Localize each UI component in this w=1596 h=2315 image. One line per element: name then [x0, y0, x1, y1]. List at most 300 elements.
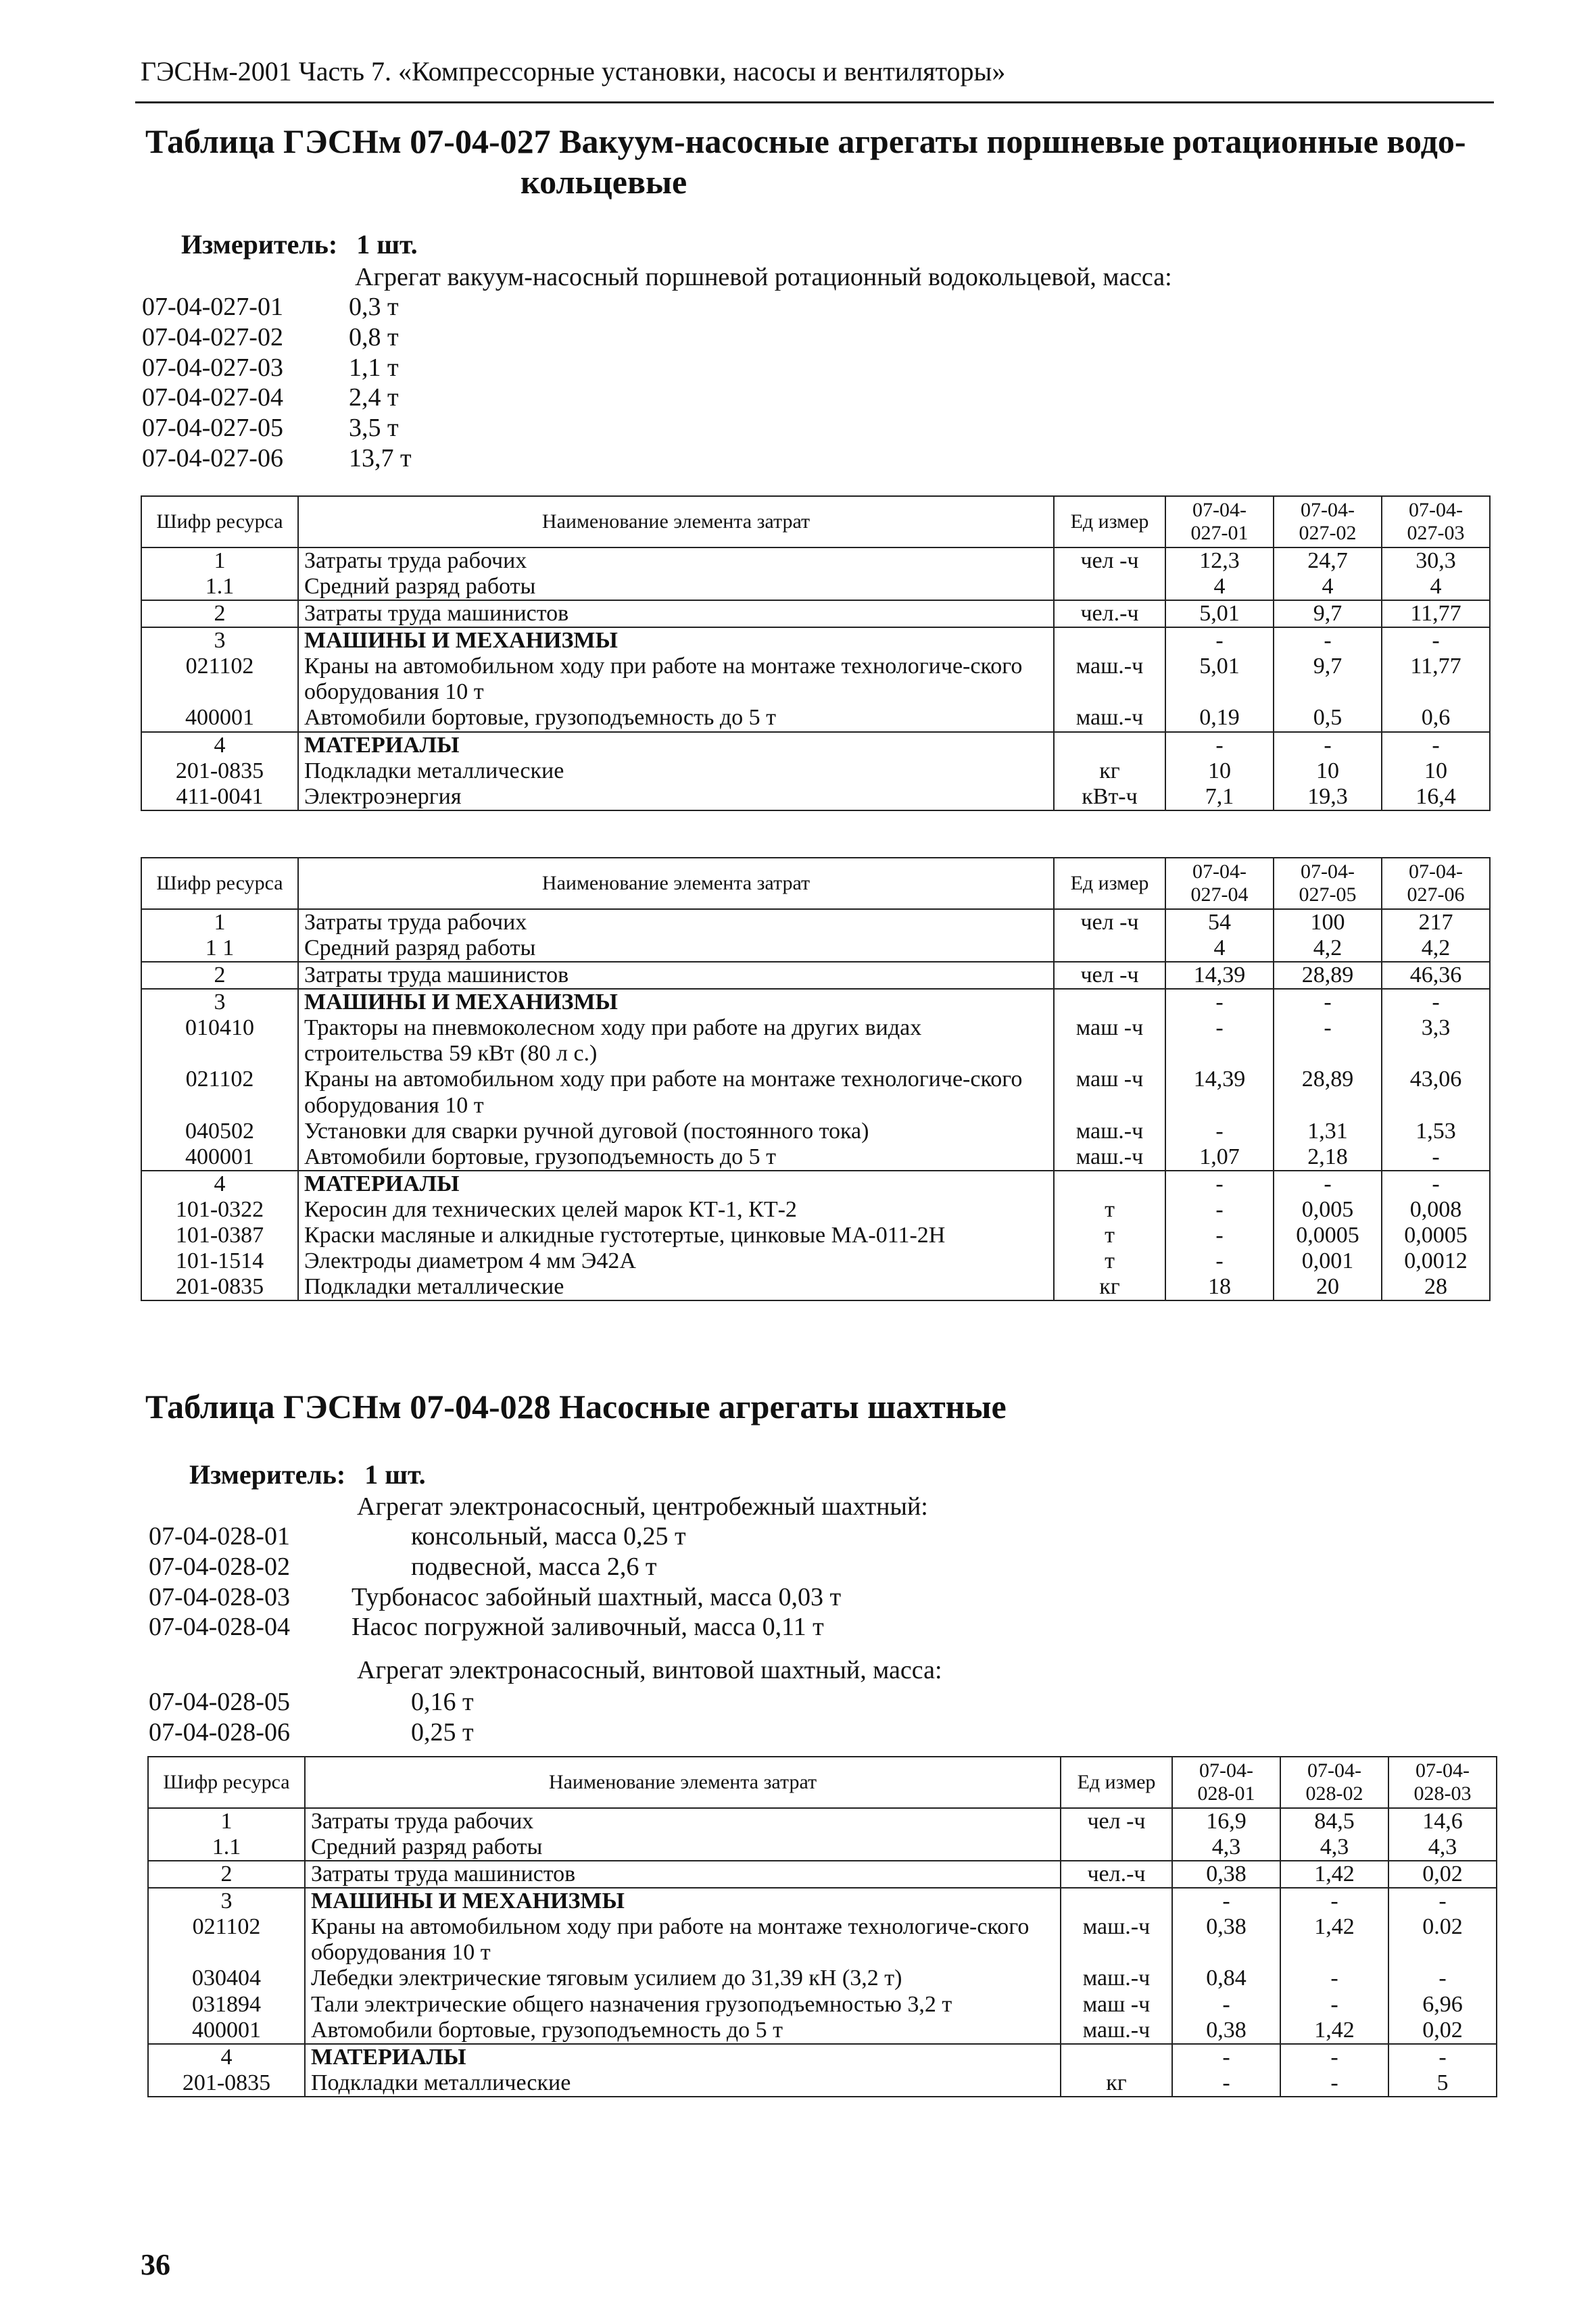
cell-name: МАШИНЫ И МЕХАНИЗМЫ	[298, 989, 1054, 1015]
cell-name: МАШИНЫ И МЕХАНИЗМЫ	[305, 1888, 1061, 1914]
cell-value: -	[1172, 1888, 1280, 1914]
cell-name: Средний разряд работы	[298, 935, 1054, 962]
cell-value: 0,38	[1172, 1861, 1280, 1888]
cell-value: 28	[1382, 1274, 1490, 1300]
cell-value: -	[1165, 1119, 1274, 1144]
cell-unit: кг	[1054, 758, 1165, 784]
cell-value: 0,02	[1388, 1861, 1497, 1888]
list-item	[149, 1521, 841, 1552]
cell-unit: маш.-ч	[1054, 705, 1165, 731]
cell-value: -	[1274, 732, 1382, 758]
cell-code: 1 1	[141, 935, 298, 962]
cell-name: Автомобили бортовые, грузоподъемность до 5 т	[305, 2018, 1061, 2044]
cell-code: 4	[148, 2044, 305, 2070]
cell-code: 1.1	[141, 574, 298, 600]
cell-code: 031894	[148, 1992, 305, 2018]
cell-name: Затраты труда машинистов	[298, 962, 1054, 989]
cell-value: -	[1165, 1171, 1274, 1197]
cell-code: 1	[141, 909, 298, 935]
table-row	[141, 1015, 1490, 1067]
col-header-norm: 07-04- 027-06	[1382, 858, 1490, 909]
list-item	[149, 1717, 474, 1748]
cell-value: -	[1382, 1171, 1490, 1197]
cell-code: 400001	[141, 1144, 298, 1171]
cell-value: -	[1388, 1888, 1497, 1914]
cell-unit: т	[1054, 1248, 1165, 1274]
page-number: 36	[141, 2248, 170, 2281]
item-code: 07-04-027-05	[142, 414, 283, 443]
cell-code: 021102	[148, 1914, 305, 1966]
col-header-name: Наименование элемента затрат	[305, 1757, 1061, 1808]
cell-unit: кВт-ч	[1054, 784, 1165, 810]
cell-value: 0,005	[1274, 1197, 1382, 1223]
cell-value: 4,3	[1172, 1834, 1280, 1861]
cell-unit: маш.-ч	[1054, 1119, 1165, 1144]
item-text: 0,16 т	[411, 1688, 474, 1716]
norm-table-028	[147, 1756, 1497, 2097]
item-code: 07-04-027-01	[142, 293, 283, 321]
cell-name: Подкладки металлические	[305, 2070, 1061, 2097]
table-row	[141, 547, 1490, 574]
cell-value: -	[1165, 732, 1274, 758]
cell-value: -	[1382, 627, 1490, 654]
cell-value: 14,39	[1165, 1067, 1274, 1118]
cell-value: 0,008	[1382, 1197, 1490, 1223]
table-row	[141, 705, 1490, 731]
cell-code: 1.1	[148, 1834, 305, 1861]
cell-value: -	[1388, 1966, 1497, 1991]
cell-unit: маш -ч	[1054, 1015, 1165, 1067]
cell-code: 400001	[141, 705, 298, 731]
cell-value: 0,02	[1388, 2018, 1497, 2044]
col-header-code: Шифр ресурса	[141, 496, 298, 547]
cell-value: -	[1280, 2044, 1388, 2070]
item-list-028-b	[149, 1687, 474, 1748]
cell-name: Тали электрические общего назначения грузоподъемностью 3,2 т	[305, 1992, 1061, 2018]
cell-code: 400001	[148, 2018, 305, 2044]
cell-value: 0,6	[1382, 705, 1490, 731]
item-text: подвесной, масса 2,6 т	[411, 1552, 657, 1581]
cell-value: 5,01	[1165, 600, 1274, 627]
item-text: 1,1 т	[349, 353, 399, 382]
col-header-unit: Ед измер	[1054, 496, 1165, 547]
list-item	[149, 1582, 841, 1613]
cell-unit: чел.-ч	[1054, 600, 1165, 627]
table-row	[148, 2070, 1497, 2097]
cell-unit	[1054, 574, 1165, 600]
cell-value: 43,06	[1382, 1067, 1490, 1118]
table-row	[141, 1119, 1490, 1144]
cell-code: 4	[141, 1171, 298, 1197]
table-row	[141, 758, 1490, 784]
item-code: 07-04-027-02	[142, 322, 283, 351]
cell-value: 1,42	[1280, 2018, 1388, 2044]
col-header-unit: Ед измер	[1061, 1757, 1172, 1808]
cell-value: 3,3	[1382, 1015, 1490, 1067]
cell-code: 201-0835	[141, 758, 298, 784]
col-header-name: Наименование элемента затрат	[298, 496, 1054, 547]
cell-value: 10	[1165, 758, 1274, 784]
cell-value: 4	[1165, 574, 1274, 600]
cell-value: 4,2	[1274, 935, 1382, 962]
table-028-title: Таблица ГЭСНм 07-04-028 Насосные агрегаты шахтные	[145, 1388, 1007, 1425]
cell-unit: т	[1054, 1223, 1165, 1248]
cell-unit: маш -ч	[1054, 1067, 1165, 1118]
cell-code: 021102	[141, 654, 298, 705]
table-row	[141, 1197, 1490, 1223]
col-header-norm: 07-04- 027-01	[1165, 496, 1274, 547]
cell-value: 19,3	[1274, 784, 1382, 810]
cell-value: -	[1274, 1171, 1382, 1197]
cell-unit: маш.-ч	[1054, 654, 1165, 705]
cell-value: 0,5	[1274, 705, 1382, 731]
table-row	[148, 2018, 1497, 2044]
cell-value: -	[1382, 989, 1490, 1015]
cell-value: 11,77	[1382, 600, 1490, 627]
running-header: ГЭСНм-2001 Часть 7. «Компрессорные установки, насосы и вентиляторы»	[141, 56, 1006, 87]
measure-label: Измеритель:	[189, 1459, 346, 1490]
col-header-unit: Ед измер	[1054, 858, 1165, 909]
cell-value: 28,89	[1274, 1067, 1382, 1118]
table-027-title-cont: кольцевые	[521, 163, 687, 201]
cell-value: -	[1274, 1015, 1382, 1067]
col-header-code: Шифр ресурса	[141, 858, 298, 909]
cell-unit: кг	[1061, 2070, 1172, 2097]
intro-028-2: Агрегат электронасосный, винтовой шахтный, масса:	[357, 1656, 942, 1684]
table-row	[148, 1861, 1497, 1888]
cell-value: -	[1382, 1144, 1490, 1171]
cell-value: 0,38	[1172, 2018, 1280, 2044]
cell-value: 0,0012	[1382, 1248, 1490, 1274]
table-row	[141, 732, 1490, 758]
table-row	[148, 1888, 1497, 1914]
cell-value: -	[1172, 1992, 1280, 2018]
cell-value: 0.02	[1388, 1914, 1497, 1966]
cell-code: 411-0041	[141, 784, 298, 810]
cell-value: 0,84	[1172, 1966, 1280, 1991]
cell-name: Краны на автомобильном ходу при работе на монтаже технологиче-ского оборудования 10 т	[298, 654, 1054, 705]
cell-code: 201-0835	[148, 2070, 305, 2097]
cell-value: 217	[1382, 909, 1490, 935]
cell-value: 10	[1382, 758, 1490, 784]
cell-value: 0,0005	[1274, 1223, 1382, 1248]
list-item	[142, 383, 412, 413]
cell-value: -	[1382, 732, 1490, 758]
cell-name: Керосин для технических целей марок КТ-1, КТ-2	[298, 1197, 1054, 1223]
measure-028	[189, 1459, 426, 1490]
col-header-code: Шифр ресурса	[148, 1757, 305, 1808]
table-row	[141, 574, 1490, 600]
cell-value: 0,38	[1172, 1914, 1280, 1966]
cell-value: 16,4	[1382, 784, 1490, 810]
cell-unit: кг	[1054, 1274, 1165, 1300]
cell-name: Автомобили бортовые, грузоподъемность до 5 т	[298, 705, 1054, 731]
cell-value: 1,07	[1165, 1144, 1274, 1171]
table-row	[141, 654, 1490, 705]
cell-value: -	[1388, 2044, 1497, 2070]
cell-name: Краски масляные и алкидные густотертые, цинковые МА-011-2Н	[298, 1223, 1054, 1248]
cell-code: 010410	[141, 1015, 298, 1067]
cell-code: 4	[141, 732, 298, 758]
col-header-norm: 07-04- 027-04	[1165, 858, 1274, 909]
cell-value: 18	[1165, 1274, 1274, 1300]
cell-name: МАШИНЫ И МЕХАНИЗМЫ	[298, 627, 1054, 654]
cell-value: -	[1165, 1248, 1274, 1274]
cell-name: Тракторы на пневмоколесном ходу при работе на других видах строительства 59 кВт (80 л с.)	[298, 1015, 1054, 1067]
cell-name: Средний разряд работы	[305, 1834, 1061, 1861]
cell-unit: чел -ч	[1054, 909, 1165, 935]
table-row	[141, 1144, 1490, 1171]
cell-value: 54	[1165, 909, 1274, 935]
cell-value: 20	[1274, 1274, 1382, 1300]
item-text: 0,25 т	[411, 1717, 474, 1747]
measure-027	[181, 228, 418, 260]
item-text: консольный, масса 0,25 т	[411, 1522, 686, 1551]
cell-value: -	[1172, 2044, 1280, 2070]
cell-unit	[1061, 1888, 1172, 1914]
item-code: 07-04-028-05	[149, 1688, 290, 1716]
cell-code: 3	[141, 627, 298, 654]
cell-unit: маш.-ч	[1061, 1966, 1172, 1991]
cell-value: 4	[1274, 574, 1382, 600]
item-code: 07-04-028-04	[149, 1613, 290, 1642]
intro-028: Агрегат электронасосный, центробежный шахтный:	[357, 1492, 928, 1521]
cell-unit	[1061, 1834, 1172, 1861]
cell-name: Лебедки электрические тяговым усилием до 31,39 кН (3,2 т)	[305, 1966, 1061, 1991]
cell-value: 14,39	[1165, 962, 1274, 989]
header-row	[148, 1757, 1497, 1808]
item-code: 07-04-028-06	[149, 1717, 290, 1747]
list-item	[149, 1612, 841, 1642]
cell-value: -	[1280, 1992, 1388, 2018]
cell-code: 030404	[148, 1966, 305, 1991]
table-row	[141, 1171, 1490, 1197]
cell-value: -	[1280, 2070, 1388, 2097]
cell-value: 28,89	[1274, 962, 1382, 989]
measure-value: 1 шт.	[364, 1459, 426, 1490]
cell-unit: чел.-ч	[1061, 1861, 1172, 1888]
table-027-title: Таблица ГЭСНм 07-04-027 Вакуум-насосные агрегаты поршневые ротационные водо-	[145, 122, 1466, 160]
cell-value: 9,7	[1274, 600, 1382, 627]
cell-value: 24,7	[1274, 547, 1382, 574]
cell-value: 46,36	[1382, 962, 1490, 989]
cell-unit	[1054, 1171, 1165, 1197]
cell-value: 4,3	[1388, 1834, 1497, 1861]
header-row	[141, 496, 1490, 547]
item-text: 0,3 т	[349, 293, 399, 321]
cell-code: 101-0387	[141, 1223, 298, 1248]
col-header-norm: 07-04- 028-01	[1172, 1757, 1280, 1808]
cell-name: Подкладки металлические	[298, 1274, 1054, 1300]
cell-unit	[1054, 989, 1165, 1015]
cell-value: 100	[1274, 909, 1382, 935]
col-header-norm: 07-04- 027-03	[1382, 496, 1490, 547]
cell-value: 14,6	[1388, 1808, 1497, 1834]
cell-code: 101-0322	[141, 1197, 298, 1223]
measure-value: 1 шт.	[356, 229, 418, 260]
table-row	[141, 962, 1490, 989]
cell-value: 4,3	[1280, 1834, 1388, 1861]
cell-name: Подкладки металлические	[298, 758, 1054, 784]
cell-unit: чел -ч	[1061, 1808, 1172, 1834]
table-row	[141, 909, 1490, 935]
item-list-028	[149, 1521, 841, 1642]
table-row	[141, 989, 1490, 1015]
cell-name: МАТЕРИАЛЫ	[298, 732, 1054, 758]
cell-name: Краны на автомобильном ходу при работе на монтаже технологиче-ского оборудования 10 т	[298, 1067, 1054, 1118]
list-item	[142, 353, 412, 383]
header-row	[141, 858, 1490, 909]
item-text: Турбонасос забойный шахтный, масса 0,03 т	[352, 1582, 842, 1611]
cell-code: 101-1514	[141, 1248, 298, 1274]
cell-unit: маш.-ч	[1061, 2018, 1172, 2044]
cell-code: 201-0835	[141, 1274, 298, 1300]
cell-name: Затраты труда рабочих	[305, 1808, 1061, 1834]
cell-unit: т	[1054, 1197, 1165, 1223]
cell-code: 021102	[141, 1067, 298, 1118]
item-code: 07-04-028-03	[149, 1582, 290, 1611]
cell-value: -	[1165, 1015, 1274, 1067]
cell-name: Затраты труда машинистов	[298, 600, 1054, 627]
table-row	[141, 1274, 1490, 1300]
cell-value: 12,3	[1165, 547, 1274, 574]
cell-value: 16,9	[1172, 1808, 1280, 1834]
cell-name: Затраты труда машинистов	[305, 1861, 1061, 1888]
cell-value: -	[1165, 627, 1274, 654]
norm-table-027-b	[141, 857, 1491, 1301]
cell-unit: чел -ч	[1054, 547, 1165, 574]
intro-027: Агрегат вакуум-насосный поршневой ротационный водокольцевой, масса:	[355, 263, 1172, 291]
cell-value: 10	[1274, 758, 1382, 784]
cell-name: МАТЕРИАЛЫ	[305, 2044, 1061, 2070]
cell-value: 1,42	[1280, 1914, 1388, 1966]
cell-value: 1,31	[1274, 1119, 1382, 1144]
cell-unit	[1054, 732, 1165, 758]
cell-value: 1,53	[1382, 1119, 1490, 1144]
cell-unit: маш -ч	[1061, 1992, 1172, 2018]
cell-code: 1	[141, 547, 298, 574]
norm-table-027-a	[141, 495, 1491, 811]
cell-code: 1	[148, 1808, 305, 1834]
cell-value: 11,77	[1382, 654, 1490, 705]
cell-unit	[1054, 935, 1165, 962]
item-code: 07-04-028-02	[149, 1552, 290, 1581]
table-row	[148, 1834, 1497, 1861]
cell-value: -	[1165, 989, 1274, 1015]
cell-value: 30,3	[1382, 547, 1490, 574]
cell-code: 3	[148, 1888, 305, 1914]
cell-code: 2	[148, 1861, 305, 1888]
col-header-norm: 07-04- 027-05	[1274, 858, 1382, 909]
item-code: 07-04-027-04	[142, 383, 283, 412]
cell-value: -	[1172, 2070, 1280, 2097]
col-header-name: Наименование элемента затрат	[298, 858, 1054, 909]
cell-unit: маш.-ч	[1054, 1144, 1165, 1171]
list-item	[149, 1687, 474, 1717]
cell-name: Электроды диаметром 4 мм Э42А	[298, 1248, 1054, 1274]
cell-value: 1,42	[1280, 1861, 1388, 1888]
cell-name: Электроэнергия	[298, 784, 1054, 810]
item-text: Насос погружной заливочный, масса 0,11 т	[352, 1613, 824, 1642]
cell-value: -	[1274, 989, 1382, 1015]
cell-value: 84,5	[1280, 1808, 1388, 1834]
cell-value: 9,7	[1274, 654, 1382, 705]
cell-value: -	[1280, 1888, 1388, 1914]
cell-value: 4,2	[1382, 935, 1490, 962]
item-list-027	[142, 292, 412, 474]
table-row	[141, 627, 1490, 654]
list-item	[142, 413, 412, 443]
cell-name: МАТЕРИАЛЫ	[298, 1171, 1054, 1197]
cell-unit	[1054, 627, 1165, 654]
table-row	[148, 1966, 1497, 1991]
table-row	[148, 2044, 1497, 2070]
cell-unit: маш.-ч	[1061, 1914, 1172, 1966]
table-row	[141, 1223, 1490, 1248]
cell-value: 4	[1382, 574, 1490, 600]
cell-name: Автомобили бортовые, грузоподъемность до 5 т	[298, 1144, 1054, 1171]
table-row	[148, 1808, 1497, 1834]
cell-name: Затраты труда рабочих	[298, 547, 1054, 574]
item-code: 07-04-027-03	[142, 353, 283, 382]
col-header-norm: 07-04- 028-02	[1280, 1757, 1388, 1808]
cell-unit	[1061, 2044, 1172, 2070]
item-text: 3,5 т	[349, 414, 399, 443]
cell-name: Краны на автомобильном ходу при работе на монтаже технологиче-ского оборудования 10 т	[305, 1914, 1061, 1966]
cell-code: 2	[141, 600, 298, 627]
cell-unit: чел -ч	[1054, 962, 1165, 989]
table-row	[148, 1992, 1497, 2018]
cell-value: 0,001	[1274, 1248, 1382, 1274]
item-code: 07-04-028-01	[149, 1522, 290, 1551]
cell-value: 7,1	[1165, 784, 1274, 810]
cell-value: 6,96	[1388, 1992, 1497, 2018]
cell-name: Затраты труда рабочих	[298, 909, 1054, 935]
cell-value: -	[1165, 1197, 1274, 1223]
cell-value: -	[1274, 627, 1382, 654]
cell-code: 2	[141, 962, 298, 989]
cell-value: 2,18	[1274, 1144, 1382, 1171]
table-row	[141, 784, 1490, 810]
measure-label: Измеритель:	[181, 229, 338, 260]
cell-code: 3	[141, 989, 298, 1015]
item-text: 2,4 т	[349, 383, 399, 412]
table-row	[141, 600, 1490, 627]
table-row	[141, 935, 1490, 962]
item-text: 13,7 т	[349, 444, 412, 473]
col-header-norm: 07-04- 028-03	[1388, 1757, 1497, 1808]
table-row	[141, 1067, 1490, 1118]
list-item	[142, 292, 412, 322]
item-code: 07-04-027-06	[142, 444, 283, 473]
list-item	[142, 322, 412, 353]
cell-value: -	[1280, 1966, 1388, 1991]
list-item	[149, 1552, 841, 1582]
cell-value: 5	[1388, 2070, 1497, 2097]
cell-name: Средний разряд работы	[298, 574, 1054, 600]
cell-value: -	[1165, 1223, 1274, 1248]
col-header-norm: 07-04- 027-02	[1274, 496, 1382, 547]
cell-value: 4	[1165, 935, 1274, 962]
list-item	[142, 443, 412, 474]
table-row	[141, 1248, 1490, 1274]
header-rule	[135, 101, 1494, 103]
cell-value: 0,19	[1165, 705, 1274, 731]
cell-value: 0,0005	[1382, 1223, 1490, 1248]
table-row	[148, 1914, 1497, 1966]
cell-name: Установки для сварки ручной дуговой (постоянного тока)	[298, 1119, 1054, 1144]
item-text: 0,8 т	[349, 322, 399, 351]
